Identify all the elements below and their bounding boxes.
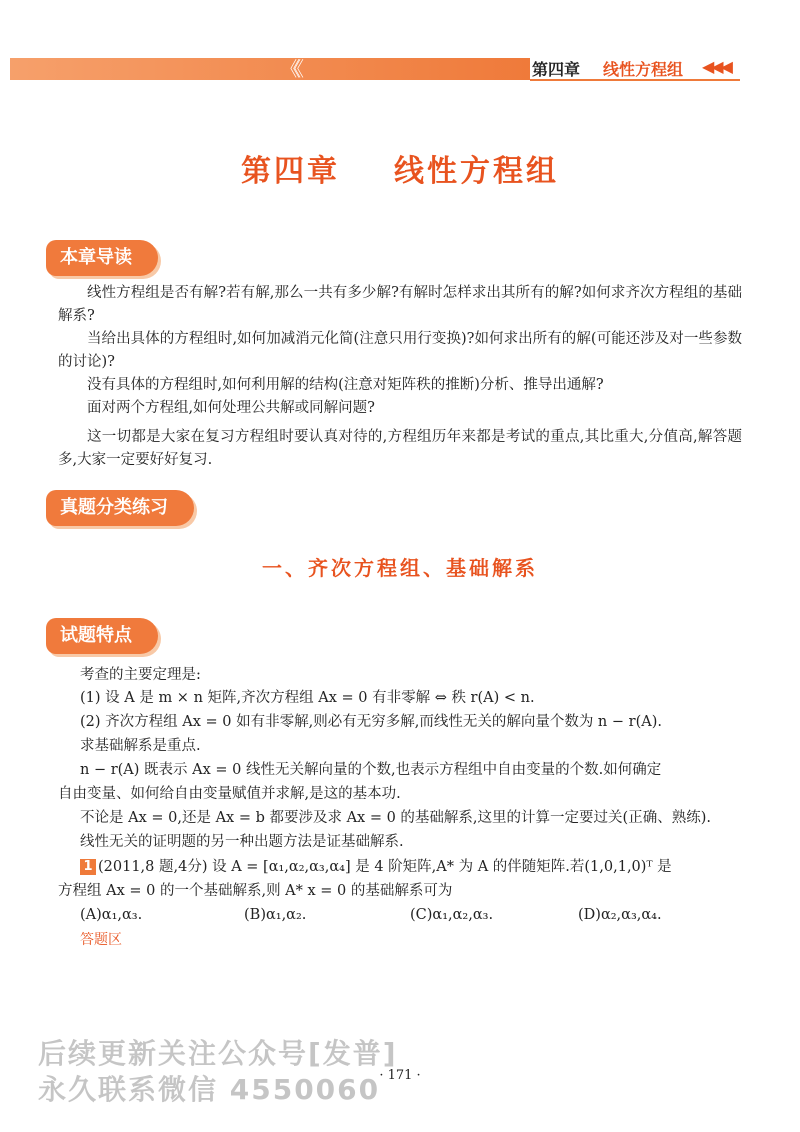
header-chapter: 第四章 bbox=[532, 60, 581, 79]
chapter-title-number: 第四章 bbox=[241, 154, 340, 189]
feature-line-3: (2) 齐次方程组 Ax = 0 如有非零解,则必有无穷多解,而线性无关的解向量个数为 n − r(A). bbox=[80, 714, 662, 730]
option-c: (C)α₁,α₂,α₃. bbox=[410, 907, 494, 923]
header-chevron-icon: 《《 bbox=[280, 57, 298, 81]
feature-line-8: 线性无关的证明题的另一种出题方法是证基础解系. bbox=[80, 834, 404, 850]
feature-line-4: 求基础解系是重点. bbox=[80, 738, 201, 754]
features-tag: 试题特点 bbox=[46, 618, 158, 654]
guide-paragraph-2: 当给出具体的方程组时,如何加减消元化简(注意只用行变换)?如何求出所有的解(可能还涉及对一些参数的讨论)? bbox=[58, 331, 742, 370]
feature-line-7: 不论是 Ax = 0,还是 Ax = b 都要涉及求 Ax = 0 的基础解系,这里的计算一定要过关(正确、熟练). bbox=[80, 810, 711, 826]
question-stem-1: (2011,8 题,4分) 设 A = [α₁,α₂,α₃,α₄] 是 4 阶矩阵,A* 为 A 的伴随矩阵.若(1,0,1,0)ᵀ 是 bbox=[98, 859, 672, 875]
feature-line-6: 自由变量、如何给自由变量赋值并求解,是这的基本功. bbox=[58, 786, 401, 802]
guide-tag: 本章导读 bbox=[46, 240, 158, 276]
header-arrows-icon: ◀◀◀ bbox=[702, 57, 730, 76]
chapter-title-name: 线性方程组 bbox=[394, 154, 559, 189]
guide-paragraph-1: 线性方程组是否有解?若有解,那么一共有多少解?有解时怎样求出其所有的解?如何求齐次方程组的基础解系? bbox=[58, 285, 742, 324]
watermark-line-1: 后续更新关注公众号[发普] bbox=[38, 1037, 398, 1070]
question-line-1 bbox=[80, 856, 672, 879]
section-title: 一、齐次方程组、基础解系 bbox=[262, 556, 538, 580]
option-b: (B)α₁,α₂. bbox=[244, 907, 307, 923]
guide-paragraph-3: 没有具体的方程组时,如何利用解的结构(注意对矩阵秩的推断)分析、推导出通解? bbox=[87, 377, 604, 393]
option-d: (D)α₂,α₃,α₄. bbox=[578, 907, 662, 923]
chapter-title bbox=[0, 146, 800, 190]
question-number-badge: 1 bbox=[80, 859, 96, 875]
feature-line-2: (1) 设 A 是 m × n 矩阵,齐次方程组 Ax = 0 有非零解 ⇔ 秩 r(A) < n. bbox=[80, 690, 535, 706]
page-number: · 171 · bbox=[379, 1068, 421, 1083]
guide-paragraph-4: 面对两个方程组,如何处理公共解或同解问题? bbox=[87, 400, 375, 416]
option-a: (A)α₁,α₃. bbox=[80, 907, 143, 923]
practice-tag: 真题分类练习 bbox=[46, 490, 194, 526]
watermark-line-2: 永久联系微信 4550060 bbox=[38, 1073, 381, 1106]
guide-paragraph-5: 这一切都是大家在复习方程组时要认真对待的,方程组历年来都是考试的重点,其比重大,分值高,解答题多,大家一定要好好复习. bbox=[58, 429, 742, 468]
answer-area-label: 答题区 bbox=[80, 932, 122, 948]
feature-line-1: 考查的主要定理是: bbox=[80, 667, 201, 683]
header-band bbox=[10, 58, 530, 80]
feature-line-5: n − r(A) 既表示 Ax = 0 线性无关解向量的个数,也表示方程组中自由变量的个数.如何确定 bbox=[80, 762, 662, 778]
question-line-2: 方程组 Ax = 0 的一个基础解系,则 A* x = 0 的基础解系可为 bbox=[58, 883, 453, 899]
header-subject: 线性方程组 bbox=[603, 60, 684, 79]
